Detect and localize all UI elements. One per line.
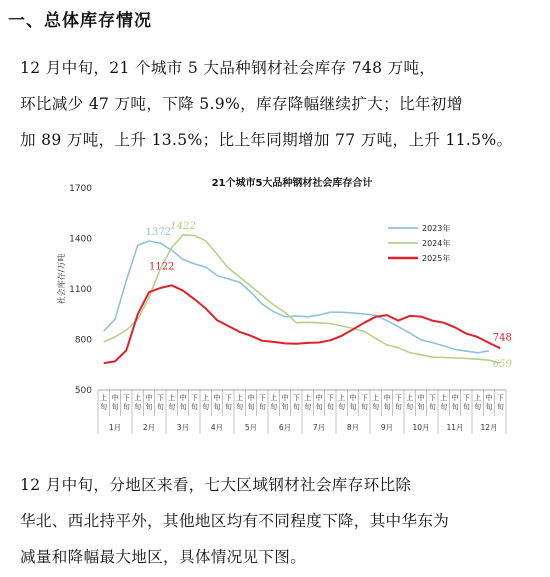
data-label-1372: 1372 xyxy=(145,227,172,239)
summary-line-2: 环比减少 47 万吨，下降 5.9%，库存降幅继续扩大；比年初增 xyxy=(20,95,463,113)
x-tick-label: 旬 xyxy=(270,403,278,411)
x-tick-label: 旬 xyxy=(213,403,221,411)
x-tick-label: 旬 xyxy=(134,403,142,411)
x-tick-label: 上 xyxy=(100,394,108,402)
x-tick-label: 下 xyxy=(496,394,504,402)
x-tick-label: 旬 xyxy=(111,403,119,411)
x-tick-label: 旬 xyxy=(451,403,459,411)
x-tick-label: 旬 xyxy=(496,403,504,411)
x-tick-label: 旬 xyxy=(372,403,380,411)
x-tick-label: 中 xyxy=(179,394,187,402)
x-tick-label: 旬 xyxy=(122,403,130,411)
x-tick-label: 旬 xyxy=(326,403,334,411)
month-label: 3月 xyxy=(176,423,190,432)
month-label: 4月 xyxy=(210,423,224,432)
x-tick-label: 旬 xyxy=(100,403,108,411)
x-tick-label: 旬 xyxy=(292,403,300,411)
x-tick-label: 下 xyxy=(462,394,470,402)
x-tick-label: 中 xyxy=(417,394,425,402)
x-tick-label: 下 xyxy=(258,394,266,402)
x-tick-label: 旬 xyxy=(440,403,448,411)
x-tick-label: 旬 xyxy=(428,403,436,411)
y-tick-label: 1100 xyxy=(69,285,92,295)
regional-line-3: 减量和降幅最大地区，具体情况见下图。 xyxy=(20,548,307,566)
month-label: 12月 xyxy=(480,423,498,432)
x-tick-label: 中 xyxy=(451,394,459,402)
regional-line-2: 华北、西北持平外，其他地区均有不同程度下降，其中华东为 xyxy=(20,512,450,530)
series-line-2025年 xyxy=(104,285,501,363)
x-tick-label: 下 xyxy=(224,394,232,402)
regional-paragraph xyxy=(20,467,540,575)
x-tick-label: 旬 xyxy=(156,403,164,411)
month-label: 1月 xyxy=(108,423,122,432)
x-tick-label: 旬 xyxy=(315,403,323,411)
chart-title: 21个城市5大品种钢材社会库存合计 xyxy=(211,178,373,189)
data-label-1422: 1422 xyxy=(170,220,196,232)
summary-paragraph xyxy=(20,50,540,158)
x-tick-label: 中 xyxy=(145,394,153,402)
y-tick-label: 800 xyxy=(74,335,92,346)
x-tick-label: 上 xyxy=(236,394,244,402)
x-tick-label: 上 xyxy=(338,394,346,402)
data-label-748: 748 xyxy=(492,332,512,344)
legend-label-2025年: 2025年 xyxy=(422,254,451,263)
x-tick-label: 旬 xyxy=(485,403,493,411)
x-tick-label: 旬 xyxy=(338,403,346,411)
x-tick-label: 旬 xyxy=(417,403,425,411)
x-tick-label: 下 xyxy=(360,394,368,402)
x-tick-label: 下 xyxy=(156,394,164,402)
x-tick-label: 上 xyxy=(202,394,210,402)
x-tick-label: 中 xyxy=(281,394,289,402)
x-tick-label: 下 xyxy=(428,394,436,402)
x-tick-label: 旬 xyxy=(474,403,482,411)
x-tick-label: 中 xyxy=(213,394,221,402)
x-tick-label: 旬 xyxy=(360,403,368,411)
x-tick-label: 上 xyxy=(440,394,448,402)
month-label: 7月 xyxy=(312,423,326,432)
x-tick-label: 旬 xyxy=(179,403,187,411)
x-tick-label: 上 xyxy=(372,394,380,402)
x-tick-label: 中 xyxy=(315,394,323,402)
x-tick-label: 中 xyxy=(349,394,357,402)
summary-line-1: 12 月中旬，21 个城市 5 大品种钢材社会库存 748 万吨， xyxy=(20,59,436,77)
month-label: 9月 xyxy=(380,423,394,432)
y-tick-label: 500 xyxy=(74,386,92,396)
x-tick-label: 旬 xyxy=(247,403,255,411)
x-tick-label: 旬 xyxy=(406,403,414,411)
x-tick-label: 下 xyxy=(292,394,300,402)
x-tick-label: 中 xyxy=(485,394,493,402)
x-tick-label: 旬 xyxy=(168,403,176,411)
data-label-659: 659 xyxy=(492,359,512,371)
x-tick-label: 上 xyxy=(406,394,414,402)
month-label: 11月 xyxy=(446,423,464,432)
x-tick-label: 中 xyxy=(247,394,255,402)
legend-label-2023年: 2023年 xyxy=(422,224,451,233)
x-tick-label: 旬 xyxy=(202,403,210,411)
data-label-1122: 1122 xyxy=(148,261,175,273)
x-tick-label: 上 xyxy=(474,394,482,402)
y-tick-label: 1700 xyxy=(69,184,92,194)
y-tick-label: 1400 xyxy=(69,234,92,245)
month-label: 6月 xyxy=(278,423,292,432)
x-tick-label: 旬 xyxy=(190,403,198,411)
x-tick-label: 下 xyxy=(122,394,130,402)
month-label: 10月 xyxy=(412,423,430,432)
month-label: 5月 xyxy=(244,423,258,432)
x-tick-label: 下 xyxy=(394,394,402,402)
x-tick-label: 中 xyxy=(111,394,119,402)
x-tick-label: 旬 xyxy=(394,403,402,411)
x-tick-label: 上 xyxy=(270,394,278,402)
x-tick-label: 旬 xyxy=(349,403,357,411)
x-tick-label: 旬 xyxy=(462,403,470,411)
x-tick-label: 旬 xyxy=(236,403,244,411)
legend-label-2024年: 2024年 xyxy=(422,239,451,248)
x-tick-label: 下 xyxy=(190,394,198,402)
x-tick-label: 下 xyxy=(326,394,334,402)
x-tick-label: 上 xyxy=(134,394,142,402)
inventory-chart-svg xyxy=(58,172,516,452)
x-tick-label: 旬 xyxy=(258,403,266,411)
x-tick-label: 旬 xyxy=(304,403,312,411)
x-tick-label: 上 xyxy=(304,394,312,402)
x-tick-label: 上 xyxy=(168,394,176,402)
y-axis-label: 社会库存/万吨 xyxy=(57,253,66,305)
regional-line-1: 12 月中旬，分地区来看，七大区域钢材社会库存环比除 xyxy=(20,476,412,494)
summary-line-3: 加 89 万吨，上升 13.5%；比上年同期增加 77 万吨，上升 11.5%。 xyxy=(20,131,513,149)
month-label: 2月 xyxy=(142,423,156,432)
x-tick-label: 旬 xyxy=(281,403,289,411)
x-tick-label: 旬 xyxy=(383,403,391,411)
x-tick-label: 旬 xyxy=(224,403,232,411)
x-tick-label: 旬 xyxy=(145,403,153,411)
month-label: 8月 xyxy=(346,423,360,432)
inventory-chart xyxy=(58,172,516,452)
section-heading: 一、总体库存情况 xyxy=(8,11,152,31)
x-tick-label: 中 xyxy=(383,394,391,402)
